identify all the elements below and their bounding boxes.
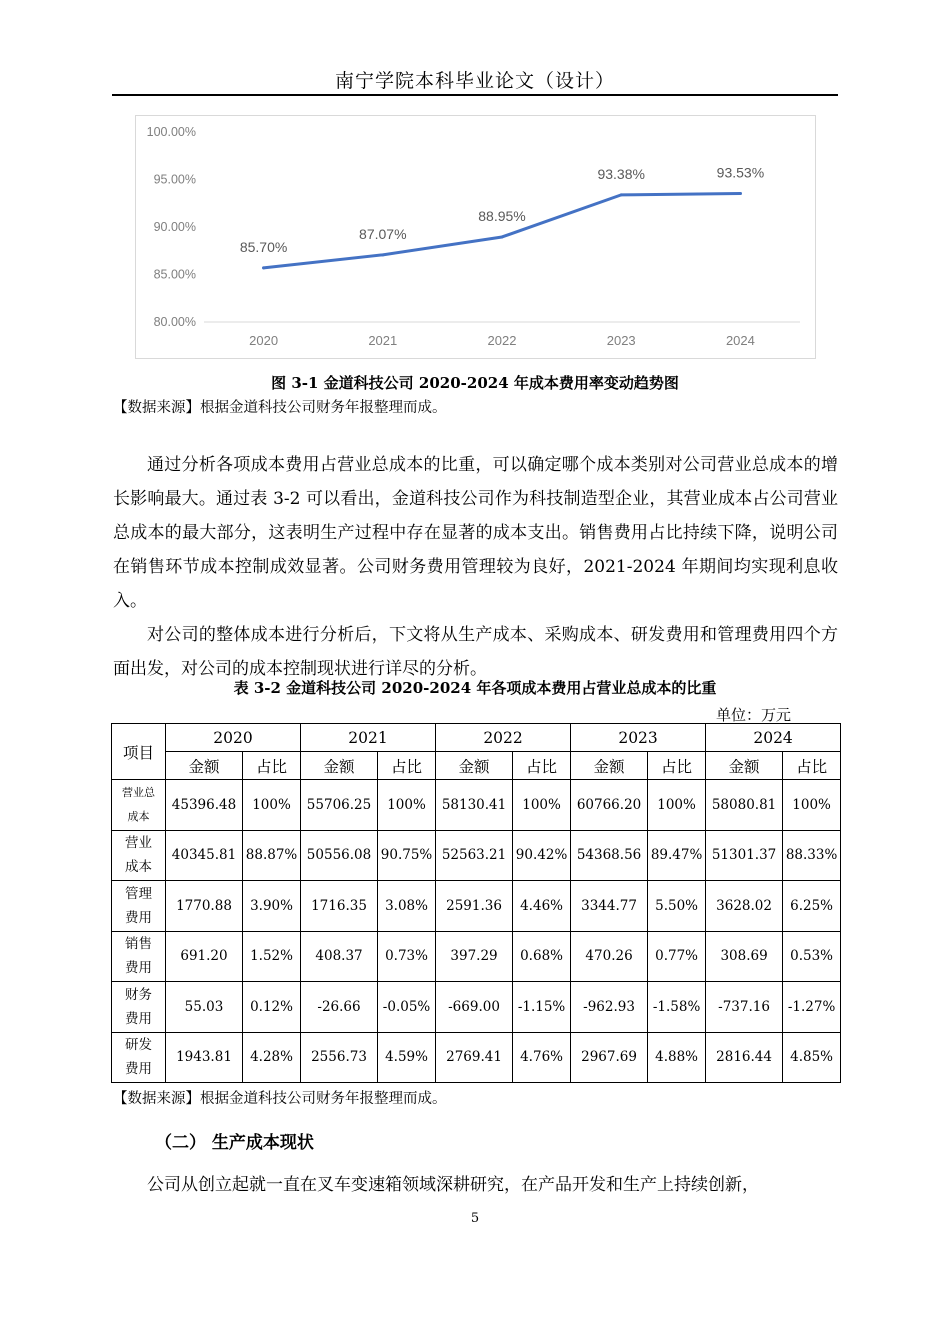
item-header: 项目 [112,724,166,780]
cost-rate-line-chart [135,115,816,359]
ratio-cell: 6.25% [783,881,841,932]
row-label-line2: 费用 [125,909,152,926]
row-label-line2: 费用 [125,1010,152,1027]
ratio-cell: 5.50% [648,881,706,932]
ratio-header: 占比 [243,752,301,780]
amount-cell: 60766.20 [571,780,648,831]
amount-cell: 2967.69 [571,1032,648,1083]
ratio-cell: 3.90% [243,881,301,932]
row-label [112,982,166,1033]
ratio-cell: 90.75% [378,830,436,881]
row-label [112,881,166,932]
table-source: 【数据来源】根据金道科技公司财务年报整理而成。 [113,1091,447,1107]
table-row [112,931,841,982]
amount-cell: -669.00 [436,982,513,1033]
row-label [112,1032,166,1083]
ratio-cell: 89.47% [648,830,706,881]
amount-cell: -962.93 [571,982,648,1033]
ratio-cell: 100% [783,780,841,831]
x-tick-label: 2024 [725,333,755,348]
ratio-cell: 4.85% [783,1032,841,1083]
ratio-cell: 4.59% [378,1032,436,1083]
row-label [112,830,166,881]
ratio-cell: 90.42% [513,830,571,881]
amount-cell: 308.69 [706,931,783,982]
amount-cell: 2591.36 [436,881,513,932]
ratio-cell: 100% [378,780,436,831]
y-tick-label: 85.00% [153,267,196,282]
data-label: 87.07% [359,225,407,242]
amount-cell: -26.66 [301,982,378,1033]
row-label-line1: 管理 [125,885,152,902]
amount-header: 金额 [166,752,243,780]
table-unit: 单位：万元 [716,706,792,724]
data-label: 93.53% [716,164,765,181]
ratio-cell: 88.33% [783,830,841,881]
row-label-line1: 销售 [125,936,152,953]
paragraph-2: 对公司的整体成本进行分析后，下文将从生产成本、采购成本、研发费用和管理费用四个方面出发，对公司的成本控制现状进行详尽的分析。 [113,625,838,679]
amount-cell: 1943.81 [166,1032,243,1083]
ratio-header: 占比 [648,752,706,780]
amount-cell: 55.03 [166,982,243,1033]
ratio-cell: 0.77% [648,931,706,982]
row-label-line2: 成本 [125,859,152,876]
y-tick-label: 95.00% [153,172,196,187]
data-point [739,192,742,195]
ratio-cell: 3.08% [378,881,436,932]
amount-cell: 1770.88 [166,881,243,932]
row-label-line1: 营业总 [122,785,155,799]
page-header-title: 南宁学院本科毕业论文（设计） [334,70,615,92]
data-point [620,193,623,196]
amount-cell: 2769.41 [436,1032,513,1083]
data-label: 85.70% [239,238,288,255]
amount-cell: 470.26 [571,931,648,982]
table-row [112,982,841,1033]
paragraph-3 [113,1168,843,1202]
page-number: 5 [470,1211,480,1226]
row-label [112,780,166,831]
amount-cell: 691.20 [166,931,243,982]
data-point [381,253,384,256]
amount-cell: 58130.41 [436,780,513,831]
amount-cell: 1716.35 [301,881,378,932]
table-row [112,830,841,881]
amount-cell: 2556.73 [301,1032,378,1083]
ratio-cell: 4.76% [513,1032,571,1083]
x-tick-label: 2021 [368,333,398,348]
amount-header: 金额 [571,752,648,780]
amount-cell: 2816.44 [706,1032,783,1083]
ratio-cell: -0.05% [378,982,436,1033]
ratio-cell: 1.52% [243,931,301,982]
ratio-cell: 0.73% [378,931,436,982]
x-tick-label: 2020 [249,333,279,348]
row-label-line2: 成本 [127,809,150,823]
data-point [262,266,265,269]
row-label [112,931,166,982]
ratio-cell: 100% [648,780,706,831]
ratio-header: 占比 [783,752,841,780]
figure-caption: 图 3-1 金道科技公司 2020-2024 年成本费用率变动趋势图 [271,374,679,392]
series-line [264,193,741,267]
y-tick-label: 80.00% [153,315,196,329]
data-label: 88.95% [478,207,526,224]
table-caption: 表 3-2 金道科技公司 2020-2024 年各项成本费用占营业总成本的比重 [233,679,717,697]
data-label: 93.38% [597,165,645,182]
year-header-2022: 2022 [436,724,571,752]
row-label-line1: 财务 [125,986,152,1003]
ratio-cell: 4.88% [648,1032,706,1083]
amount-cell: 3628.02 [706,881,783,932]
row-label-line1: 研发 [125,1037,152,1054]
y-tick-label: 100.00% [146,125,196,139]
x-tick-label: 2022 [487,333,517,348]
row-label-line1: 营业 [125,835,152,852]
amount-cell: 408.37 [301,931,378,982]
ratio-cell: 4.28% [243,1032,301,1083]
ratio-cell: -1.58% [648,982,706,1033]
amount-cell: 55706.25 [301,780,378,831]
ratio-cell: -1.15% [513,982,571,1033]
ratio-cell: 100% [513,780,571,831]
amount-cell: 58080.81 [706,780,783,831]
ratio-cell: -1.27% [783,982,841,1033]
amount-cell: 50556.08 [301,830,378,881]
table-row [112,780,841,831]
row-label-line2: 费用 [125,1061,152,1078]
amount-header: 金额 [436,752,513,780]
amount-cell: 40345.81 [166,830,243,881]
year-header-2021: 2021 [301,724,436,752]
year-header-2020: 2020 [166,724,301,752]
year-header-2024: 2024 [706,724,841,752]
data-point [501,235,504,238]
body-text [113,448,838,686]
amount-cell: 397.29 [436,931,513,982]
ratio-cell: 100% [243,780,301,831]
ratio-cell: 0.53% [783,931,841,982]
paragraph-3-text: 公司从创立起就一直在叉车变速箱领域深耕研究，在产品开发和生产上持续创新， [147,1175,759,1195]
amount-cell: -737.16 [706,982,783,1033]
year-header-2023: 2023 [571,724,706,752]
x-tick-label: 2023 [606,333,636,348]
amount-cell: 54368.56 [571,830,648,881]
amount-cell: 51301.37 [706,830,783,881]
ratio-cell: 0.68% [513,931,571,982]
amount-cell: 45396.48 [166,780,243,831]
amount-header: 金额 [706,752,783,780]
figure-source: 【数据来源】根据金道科技公司财务年报整理而成。 [113,400,447,416]
ratio-header: 占比 [378,752,436,780]
header-divider [112,94,838,96]
ratio-header: 占比 [513,752,571,780]
ratio-cell: 88.87% [243,830,301,881]
table-row [112,881,841,932]
amount-cell: 52563.21 [436,830,513,881]
paragraph-1: 通过分析各项成本费用占营业总成本的比重，可以确定哪个成本类别对公司营业总成本的增长影响最大。通过表 3-2 可以看出，金道科技公司作为科技制造型企业，其营业成本占公司营业总成本的最大部分，这表明生产过程中存在显著的成本支出。销售费用占比持续下降，说明公司在销售环节成本控制成效显著。公司财务费用管理较为良好，2021-2024 年期间均实现利息收入。 [113,455,838,611]
amount-header: 金额 [301,752,378,780]
table-row [112,1032,841,1083]
cost-ratio-table [111,723,841,1083]
ratio-cell: 0.12% [243,982,301,1033]
ratio-cell: 4.46% [513,881,571,932]
section-heading: （二） 生产成本现状 [155,1133,314,1153]
amount-cell: 3344.77 [571,881,648,932]
row-label-line2: 费用 [125,960,152,977]
y-tick-label: 90.00% [153,220,196,234]
